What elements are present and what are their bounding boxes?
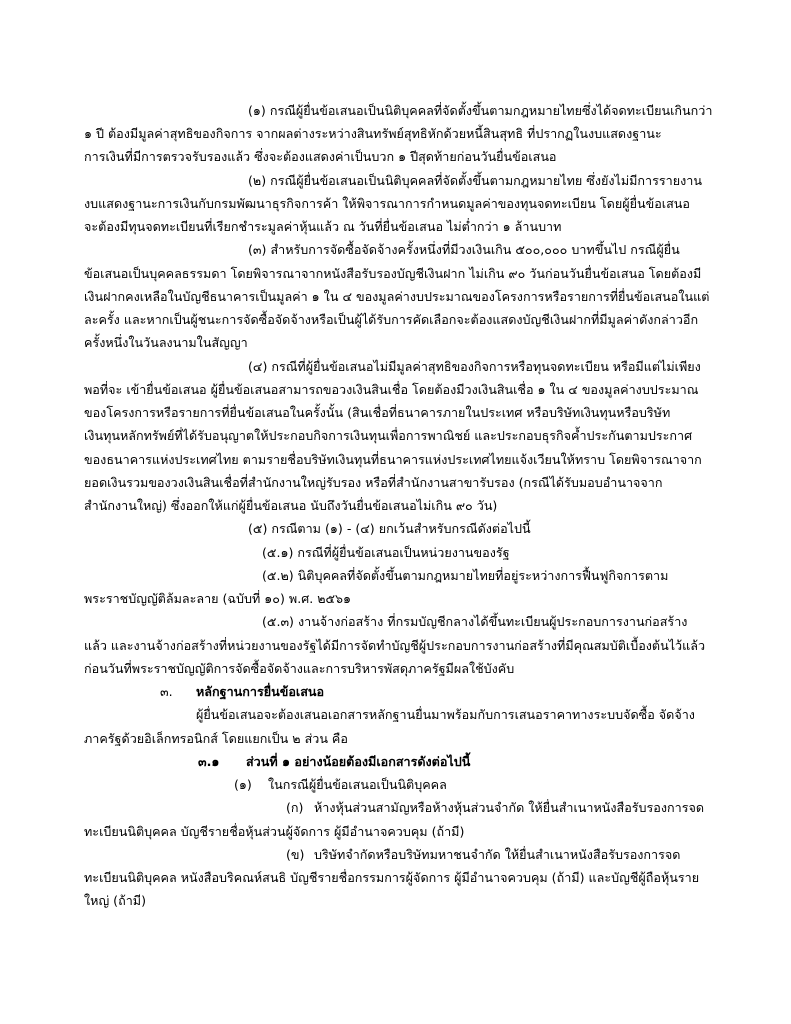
text-line: งบแสดงฐานะการเงินกับกรมพัฒนาธุรกิจการค้า ให้พิจารณาการกำหนดมูลค่าของทุนจดทะเบียน โดยผู้ยื่นข้อเสนอ <box>84 196 690 211</box>
text-line: ๑ ปี ต้องมีมูลค่าสุทธิของกิจการ จากผลต่างระหว่างสินทรัพย์สุทธิหักด้วยหนี้สินสุทธิ ที่ปรากฏในงบแสดงฐานะ <box>84 126 662 141</box>
text-line: เงินทุนหลักทรัพย์ที่ได้รับอนุญาตให้ประกอบกิจการเงินทุนเพื่อการพาณิชย์ และประกอบธุรกิจค้ำประกันตามประกาศ <box>84 428 693 443</box>
text-line: ข้อเสนอเป็นบุคคลธรรมดา โดยพิจารณาจากหนังสือรับรองบัญชีเงินฝาก ไม่เกิน ๙๐ วันก่อนวันยื่นข้อเสนอ โดยต้องมี <box>84 266 702 281</box>
section-number: ๓. <box>160 684 173 699</box>
subsection-number: ๓.๑ <box>198 754 220 769</box>
text-line: ละครั้ง และหากเป็นผู้ชนะการจัดซื้อจัดจ้างหรือเป็นผู้ได้รับการคัดเลือกจะต้องแสดงบัญชีเงินฝากที่มีมูลค่าดังกล่าวอีก <box>84 312 699 327</box>
text-line: ของโครงการหรือรายการที่ยื่นข้อเสนอในครั้งนั้น (สินเชื่อที่ธนาคารภายในประเทศ หรือบริษัทเงินทุนหรือบริษัท <box>84 405 671 420</box>
text-line: สำนักงานใหญ่) ซึ่งออกให้แก่ผู้ยื่นข้อเสนอ นับถึงวันยื่นข้อเสนอไม่เกิน ๙๐ วัน) <box>84 498 498 513</box>
section-heading: หลักฐานการยื่นข้อเสนอ <box>196 684 325 699</box>
text-line: ใหญ่ (ถ้ามี) <box>84 893 147 908</box>
item-letter: (ข) <box>286 847 305 862</box>
text-line: ของธนาคารแห่งประเทศไทย ตามรายชื่อบริษัทเงินทุนที่ธนาคารแห่งประเทศไทยแจ้งเวียนให้ทราบ โดยพิจารณาจาก <box>84 452 702 467</box>
text-line: การเงินที่มีการตรวจรับรองแล้ว ซึ่งจะต้องแสดงค่าเป็นบวก ๑ ปีสุดท้ายก่อนวันยื่นข้อเสนอ <box>84 149 557 164</box>
text-line: ยอดเงินรวมของวงเงินสินเชื่อที่สำนักงานใหญ่รับรอง หรือที่สำนักงานสาขารับรอง (กรณีได้รับมอบอำนาจจาก <box>84 475 663 490</box>
text-line: ทะเบียนนิติบุคคล บัญชีรายชื่อหุ้นส่วนผู้จัดการ ผู้มีอำนาจควบคุม (ถ้ามี) <box>84 824 465 839</box>
text-line: พระราชบัญญัติล้มละลาย (ฉบับที่ ๑๐) พ.ศ. ๒๕๖๑ <box>84 591 352 606</box>
text-line: (๕.๒) นิติบุคคลที่จัดตั้งขึ้นตามกฎหมายไทยที่อยู่ระหว่างการฟื้นฟูกิจการตาม <box>262 568 669 583</box>
text-line: ครั้งหนึ่งในวันลงนามในสัญญา <box>84 335 248 350</box>
text-line: บริษัทจำกัดหรือบริษัทมหาชนจำกัด ให้ยื่นสำเนาหนังสือรับรองการจด <box>314 847 681 862</box>
text-line: ภาครัฐด้วยอิเล็กทรอนิกส์ โดยแยกเป็น ๒ ส่วน คือ <box>84 731 348 746</box>
text-line: พอที่จะ เข้ายื่นข้อเสนอ ผู้ยื่นข้อเสนอสามารถขอวงเงินสินเชื่อ โดยต้องมีวงเงินสินเชื่อ ๑ ใน ๔ ของมูลค่างบประมาณ <box>84 382 699 397</box>
item-number: (๑) <box>234 777 252 792</box>
text-line: (๕.๑) กรณีที่ผู้ยื่นข้อเสนอเป็นหน่วยงานของรัฐ <box>262 545 510 560</box>
text-line: ทะเบียนนิติบุคคล หนังสือบริคณห์สนธิ บัญชีรายชื่อกรรมการผู้จัดการ ผู้มีอำนาจควบคุม (ถ้ามี) และบัญชีผู้ถือหุ้นราย <box>84 870 700 885</box>
text-line: (๕) กรณีตาม (๑) - (๔) ยกเว้นสำหรับกรณีดังต่อไปนี้ <box>248 521 531 536</box>
text-line: (๑) กรณีผู้ยื่นข้อเสนอเป็นนิติบุคคลที่จัดตั้งขึ้นตามกฎหมายไทยซึ่งได้จดทะเบียนเกินกว่า <box>248 103 713 118</box>
subsection-heading: ส่วนที่ ๑ อย่างน้อยต้องมีเอกสารดังต่อไปนี้ <box>246 754 471 769</box>
item-letter: (ก) <box>286 800 304 815</box>
text-line: (๒) กรณีผู้ยื่นข้อเสนอเป็นนิติบุคคลที่จัดตั้งขึ้นตามกฎหมายไทย ซึ่งยังไม่มีการรายงาน <box>248 173 702 188</box>
text-line: (๔) กรณีที่ผู้ยื่นข้อเสนอไม่มีมูลค่าสุทธิของกิจการหรือทุนจดทะเบียน หรือมีแต่ไม่เพียง <box>248 359 701 374</box>
text-line: (๕.๓) งานจ้างก่อสร้าง ที่กรมบัญชีกลางได้ขึ้นทะเบียนผู้ประกอบการงานก่อสร้าง <box>262 614 688 629</box>
text-line: ก่อนวันที่พระราชบัญญัติการจัดซื้อจัดจ้างและการบริหารพัสดุภาครัฐมีผลใช้บังคับ <box>84 661 515 676</box>
text-line: ในกรณีผู้ยื่นข้อเสนอเป็นนิติบุคคล <box>268 777 447 792</box>
text-line: แล้ว และงานจ้างก่อสร้างที่หน่วยงานของรัฐได้มีการจัดทำบัญชีผู้ประกอบการงานก่อสร้างที่มีคุณสมบัติเบื้องต้นไว้แล้ว <box>84 638 706 653</box>
text-line: ผู้ยื่นข้อเสนอจะต้องเสนอเอกสารหลักฐานยื่นมาพร้อมกับการเสนอราคาทางระบบจัดซื้อ จัดจ้าง <box>196 707 695 722</box>
text-line: ห้างหุ้นส่วนสามัญหรือห้างหุ้นส่วนจำกัด ให้ยื่นสำเนาหนังสือรับรองการจด <box>314 800 705 815</box>
text-line: จะต้องมีทุนจดทะเบียนที่เรียกชำระมูลค่าหุ้นแล้ว ณ วันที่ยื่นข้อเสนอ ไม่ต่ำกว่า ๑ ล้านบาท <box>84 219 562 234</box>
text-line: เงินฝากคงเหลือในบัญชีธนาคารเป็นมูลค่า ๑ ใน ๔ ของมูลค่างบประมาณของโครงการหรือรายการที่ยื่นข้อเสนอในแต่ <box>84 289 710 304</box>
text-line: (๓) สำหรับการจัดซื้อจัดจ้างครั้งหนึ่งที่มีวงเงินเกิน ๕๐๐,๐๐๐ บาทขึ้นไป กรณีผู้ยื่น <box>248 242 680 257</box>
